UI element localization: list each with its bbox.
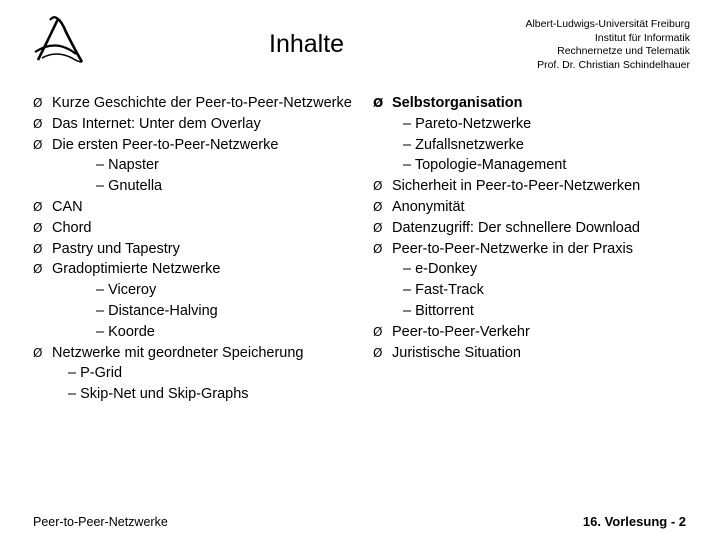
institution-info <box>525 18 690 72</box>
outline-subitem <box>373 282 703 299</box>
outline-subitem-label: Napster <box>108 157 159 174</box>
left-outline <box>33 95 353 407</box>
outline-item <box>33 137 353 154</box>
outline-item-label: Kurze Geschichte der Peer-to-Peer-Netzwerke <box>52 95 352 111</box>
outline-item <box>373 324 703 341</box>
bullet-arrow-icon: Ø <box>33 199 43 214</box>
outline-subitem-label: Zufallsnetzwerke <box>415 136 524 153</box>
outline-item <box>33 95 353 112</box>
dash-glyph: – <box>96 302 105 319</box>
outline-subitem-label: Gnutella <box>108 178 163 195</box>
outline-item-label: Sicherheit in Peer-to-Peer-Netzwerken <box>392 178 641 195</box>
dash-glyph: – <box>68 386 77 403</box>
outline-subitem <box>33 386 353 403</box>
outline-subitem <box>373 303 703 320</box>
outline-item-label: Das Internet: Unter dem Overlay <box>52 115 261 132</box>
outline-item-label: Peer-to-Peer-Netzwerke in der Praxis <box>392 240 633 257</box>
outline-subitem-label: Koorde <box>108 323 155 340</box>
dash-glyph: – <box>96 157 105 174</box>
right-outline <box>373 95 703 365</box>
outline-subitem-label: Skip-Net und Skip-Graphs <box>80 386 249 403</box>
bullet-arrow-icon: Ø <box>373 241 383 256</box>
dash-glyph: – <box>403 282 412 299</box>
outline-item <box>33 261 353 278</box>
bullet-arrow-icon: Ø <box>33 96 43 110</box>
outline-item-label: Netzwerke mit geordneter Speicherung <box>52 344 304 361</box>
outline-subitem <box>33 303 353 320</box>
outline-subitem-label: P-Grid <box>80 365 123 382</box>
outline-subitem <box>33 324 353 341</box>
bullet-arrow-icon: Ø <box>373 96 384 110</box>
dash-glyph: – <box>96 178 105 195</box>
outline-subitem-label: Pareto-Netzwerke <box>415 115 532 132</box>
outline-item <box>33 116 353 133</box>
department-name: Rechnernetze und Telematik <box>557 45 690 57</box>
dash-glyph: – <box>96 282 105 299</box>
dash-glyph: – <box>403 302 412 319</box>
outline-item <box>33 345 353 362</box>
outline-item <box>33 220 353 237</box>
footer-lecture: 16. Vorlesung - 2 <box>582 514 686 529</box>
outline-item-label: Die ersten Peer-to-Peer-Netzwerke <box>52 136 279 153</box>
outline-subitem <box>33 157 353 174</box>
bullet-arrow-icon: Ø <box>33 241 43 256</box>
outline-subitem-label: Topologie-Management <box>414 157 567 174</box>
bullet-arrow-icon: Ø <box>33 345 43 360</box>
bullet-arrow-icon: Ø <box>33 262 43 277</box>
outline-item-label: Chord <box>52 219 92 236</box>
outline-item <box>373 95 703 112</box>
outline-subitem <box>373 137 703 154</box>
outline-item-label: Peer-to-Peer-Verkehr <box>392 323 530 340</box>
outline-item <box>373 199 703 216</box>
bullet-arrow-icon: Ø <box>373 324 383 339</box>
university-name: Albert-Ludwigs-Universität Freiburg <box>525 18 690 30</box>
outline-item-label: Juristische Situation <box>392 344 521 361</box>
dash-glyph: – <box>403 157 412 174</box>
outline-subitem-label: Distance-Halving <box>108 302 218 319</box>
footer-course: Peer-to-Peer-Netzwerke <box>33 515 168 529</box>
outline-item <box>373 178 703 195</box>
outline-subitem <box>373 261 703 278</box>
outline-item <box>373 241 703 258</box>
dash-glyph: – <box>68 365 77 382</box>
bullet-arrow-icon: Ø <box>33 137 43 152</box>
university-logo-icon <box>30 12 88 66</box>
bullet-arrow-icon: Ø <box>373 199 383 214</box>
outline-item <box>373 220 703 237</box>
outline-subitem-label: e-Donkey <box>415 261 478 278</box>
dash-glyph: – <box>403 115 412 132</box>
outline-item-label: Anonymität <box>392 198 465 215</box>
outline-subitem-label: Viceroy <box>108 282 157 299</box>
bullet-arrow-icon: Ø <box>33 116 43 131</box>
outline-subitem-label: Bittorrent <box>415 302 474 319</box>
dash-glyph: – <box>403 136 412 153</box>
bullet-arrow-icon: Ø <box>373 179 383 194</box>
outline-item-label: CAN <box>52 198 83 215</box>
outline-subitem <box>33 365 353 382</box>
outline-item-label: Pastry und Tapestry <box>52 240 180 257</box>
professor-name: Prof. Dr. Christian Schindelhauer <box>537 58 690 71</box>
bullet-arrow-icon: Ø <box>33 220 43 235</box>
page-title: Inhalte <box>269 30 345 58</box>
outline-subitem-label: Fast-Track <box>415 282 484 299</box>
bullet-arrow-icon: Ø <box>373 220 383 235</box>
outline-subitem <box>33 282 353 299</box>
outline-item-label: Selbstorganisation <box>392 95 523 111</box>
bullet-arrow-icon: Ø <box>373 345 383 360</box>
outline-subitem <box>373 116 703 133</box>
dash-glyph: – <box>96 323 105 340</box>
outline-item-label: Datenzugriff: Der schnellere Download <box>392 219 640 236</box>
outline-item <box>33 241 353 258</box>
outline-subitem <box>373 157 703 174</box>
institute-name: Institut für Informatik <box>594 31 690 44</box>
dash-glyph: – <box>403 261 412 278</box>
outline-item <box>373 345 703 362</box>
outline-subitem <box>33 178 353 195</box>
outline-item-label: Gradoptimierte Netzwerke <box>52 261 221 278</box>
outline-item <box>33 199 353 216</box>
